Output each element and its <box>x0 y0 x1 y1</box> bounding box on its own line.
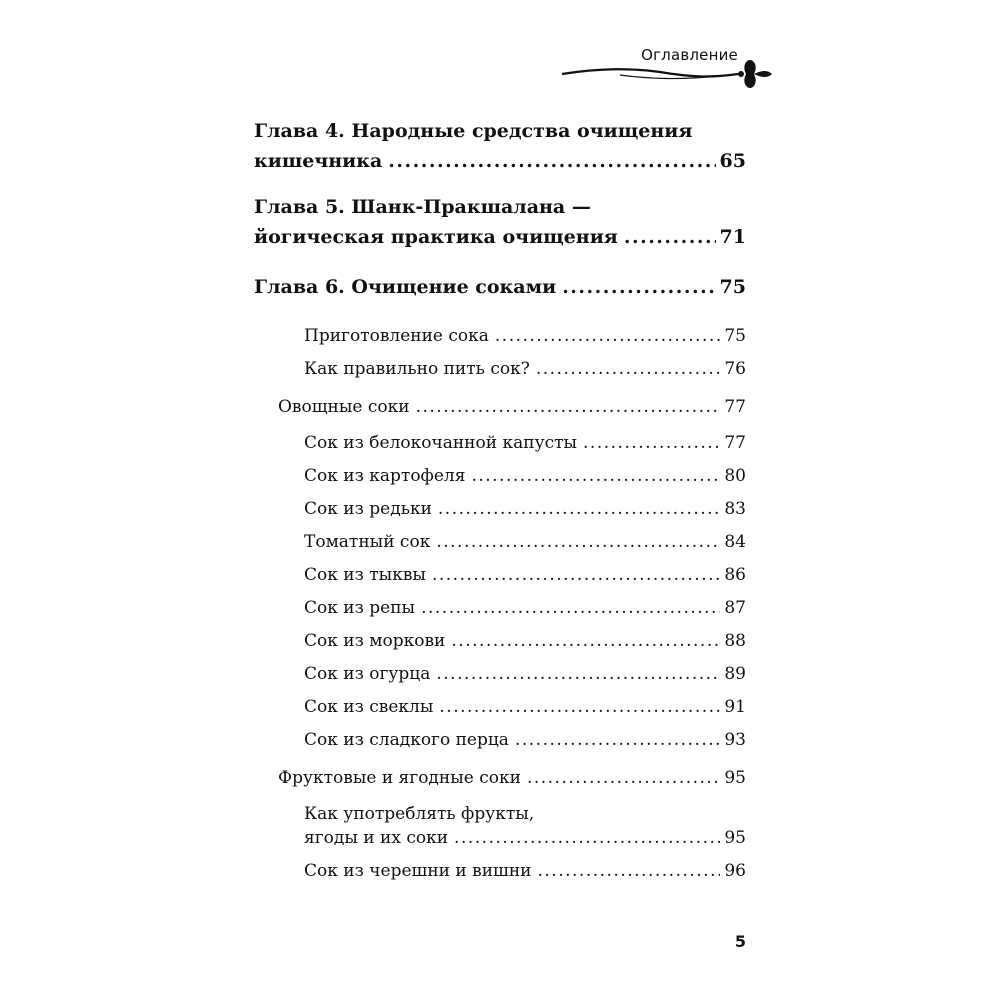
dot-leader <box>527 766 720 790</box>
toc-page-number: 65 <box>719 150 746 172</box>
toc-page-number: 75 <box>724 326 746 346</box>
toc-page-number: 95 <box>724 828 746 848</box>
toc-entry-fruit-berry-juices[interactable] <box>278 766 746 790</box>
dot-leader <box>432 563 720 587</box>
dot-leader <box>583 431 720 455</box>
dot-leader <box>416 395 721 419</box>
toc-entry-pumpkin-juice[interactable] <box>304 563 746 587</box>
toc-page-number: 80 <box>724 466 746 486</box>
page-number: 5 <box>734 932 746 951</box>
toc-entry-title: Сок из черешни и вишни <box>304 861 532 881</box>
dot-leader <box>538 859 721 883</box>
toc-page-number: 96 <box>724 861 746 881</box>
toc-entry-title: Овощные соки <box>278 397 410 417</box>
toc-entry-title: Сок из сладкого перца <box>304 730 509 750</box>
toc-entry-sweet-pepper-juice[interactable] <box>304 728 746 752</box>
toc-page-number: 77 <box>724 397 746 417</box>
toc-entry-title-line: Глава 5. Шанк-Пракшалана — <box>254 196 591 218</box>
flourish-ornament-icon <box>560 58 775 92</box>
toc-entry-cucumber-juice[interactable] <box>304 662 746 686</box>
dot-leader <box>536 357 721 381</box>
dot-leader <box>562 272 715 302</box>
toc-entry-potato-juice[interactable] <box>304 464 746 488</box>
dot-leader <box>515 728 720 752</box>
dot-leader <box>436 530 720 554</box>
toc-entry-chapter-5[interactable] <box>254 192 746 252</box>
toc-entry-title: Сок из белокочанной капусты <box>304 433 578 453</box>
toc-page-number: 95 <box>724 768 746 788</box>
toc-entry-chapter-6[interactable] <box>254 272 746 302</box>
toc-entry-carrot-juice[interactable] <box>304 629 746 653</box>
dot-leader <box>495 324 720 348</box>
dot-leader <box>421 596 720 620</box>
toc-entry-cabbage-juice[interactable] <box>304 431 746 455</box>
table-of-contents <box>254 116 746 892</box>
toc-entry-title: Сок из огурца <box>304 664 431 684</box>
toc-entry-beet-juice[interactable] <box>304 695 746 719</box>
dot-leader <box>451 629 720 653</box>
toc-entry-cherry-juice[interactable] <box>304 859 746 883</box>
dot-leader <box>624 222 716 252</box>
toc-entry-title: Сок из редьки <box>304 499 432 519</box>
toc-page-number: 88 <box>724 631 746 651</box>
toc-page-number: 89 <box>724 664 746 684</box>
toc-entry-title: Глава 6. Очищение соками <box>254 276 557 298</box>
toc-entry-title: Приготовление сока <box>304 326 489 346</box>
toc-entry-how-to-use-fruits[interactable] <box>304 802 746 850</box>
toc-entry-juice-preparation[interactable] <box>304 324 746 348</box>
toc-entry-title: Сок из свеклы <box>304 697 434 717</box>
toc-entry-vegetable-juices[interactable] <box>278 395 746 419</box>
toc-page-number: 71 <box>719 226 746 248</box>
toc-entry-how-to-drink-juice[interactable] <box>304 357 746 381</box>
toc-entry-title-line: Как употреблять фрукты, <box>304 804 535 824</box>
toc-page-number: 87 <box>724 598 746 618</box>
toc-entry-title: Сок из моркови <box>304 631 446 651</box>
dot-leader <box>471 464 720 488</box>
toc-entry-turnip-juice[interactable] <box>304 596 746 620</box>
toc-entry-title: Фруктовые и ягодные соки <box>278 768 521 788</box>
toc-entry-radish-juice[interactable] <box>304 497 746 521</box>
toc-page-number: 75 <box>719 276 746 298</box>
toc-page-number: 84 <box>724 532 746 552</box>
toc-page-number: 83 <box>724 499 746 519</box>
running-header-title: Оглавление <box>641 46 738 64</box>
dot-leader <box>438 497 720 521</box>
toc-entry-title-line: кишечника <box>254 150 383 172</box>
toc-entry-title: Томатный сок <box>304 532 431 552</box>
toc-page-number: 86 <box>724 565 746 585</box>
dot-leader <box>388 146 715 176</box>
toc-page-number: 91 <box>724 697 746 717</box>
toc-page-number: 76 <box>724 359 746 379</box>
dot-leader <box>439 695 720 719</box>
toc-entry-title: Как правильно пить сок? <box>304 359 530 379</box>
toc-page-number: 93 <box>724 730 746 750</box>
toc-entry-chapter-4[interactable] <box>254 116 746 176</box>
toc-entry-tomato-juice[interactable] <box>304 530 746 554</box>
toc-entry-title-line: ягоды и их соки <box>304 828 449 848</box>
toc-entry-title: Сок из тыквы <box>304 565 426 585</box>
toc-page-number: 77 <box>724 433 746 453</box>
toc-entry-title-line: Глава 4. Народные средства очищения <box>254 120 693 142</box>
toc-entry-title-line: йогическая практика очищения <box>254 226 618 248</box>
toc-entry-title: Сок из картофеля <box>304 466 466 486</box>
toc-entry-title: Сок из репы <box>304 598 416 618</box>
dot-leader <box>454 826 720 850</box>
dot-leader <box>436 662 720 686</box>
